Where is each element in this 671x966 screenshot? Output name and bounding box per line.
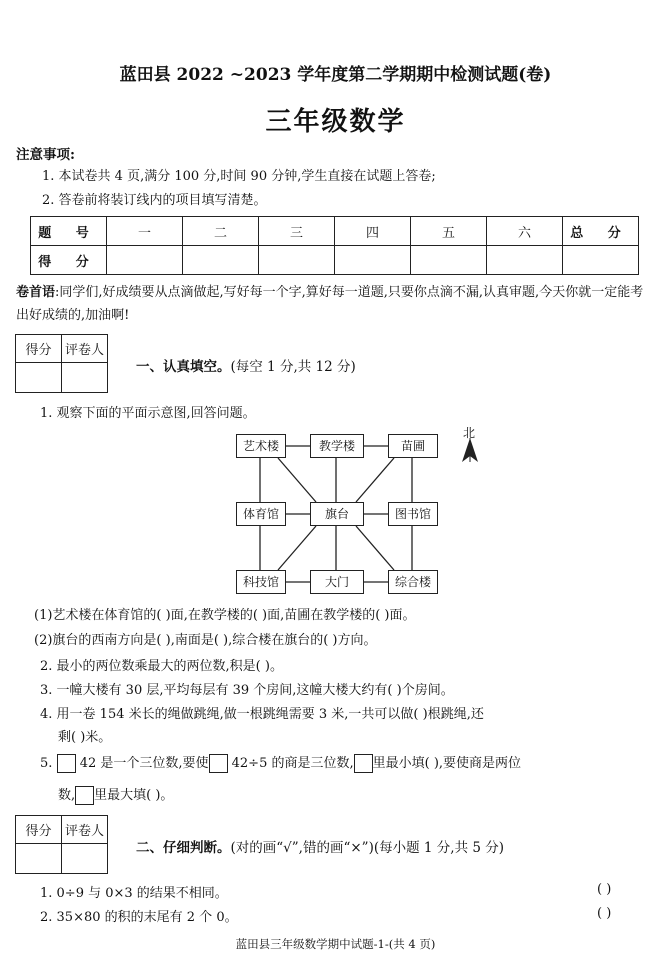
q4-line2: 剩( )米。: [58, 730, 112, 745]
intro-text: :同学们,好成绩要从点滴做起,写好每一个字,算好每一道题,只要你点滴不漏,认真审题,今天你就一定能考出好成绩的,加油啊!: [16, 285, 644, 323]
judge-answer-2[interactable]: ( ): [597, 906, 612, 921]
map-node-art-building: 艺术楼: [236, 434, 286, 458]
judge-q2: 2. 35×80 的积的末尾有 2 个 0。: [40, 910, 238, 925]
grader-name-label: 评卷人: [62, 816, 108, 844]
grader-score-label: 得分: [16, 816, 62, 844]
q5-text-2: 42÷5 的商是三位数,: [231, 756, 354, 771]
note-item-1: 1. 本试卷共 4 页,满分 100 分,时间 90 分钟,学生直接在试题上答卷;: [42, 169, 436, 184]
map-node-nursery: 苗圃: [388, 434, 438, 458]
map-node-complex-building: 综合楼: [388, 570, 438, 594]
score-table-cell: 五: [411, 217, 487, 246]
section1-note: (每空 1 分,共 12 分): [230, 359, 356, 375]
grader-score-label: 得分: [16, 335, 62, 363]
q3: 3. 一幢大楼有 30 层,平均每层有 39 个房间,这幢大楼大约有( )个房间。: [40, 683, 454, 698]
grader-score-cell[interactable]: [16, 844, 62, 874]
score-table-cell: 题 号: [31, 217, 107, 246]
q5-number: 5.: [40, 756, 53, 771]
judge-q1: 1. 0÷9 与 0×3 的结果不相同。: [40, 886, 228, 901]
q2: 2. 最小的两位数乘最大的两位数,积是( )。: [40, 659, 283, 674]
score-table-cell: 一: [107, 217, 183, 246]
digit-box[interactable]: [209, 754, 228, 773]
score-table-cell: 六: [487, 217, 563, 246]
map-node-gate: 大门: [310, 570, 364, 594]
q5-line1: [40, 752, 521, 773]
q1-part-a: (1)艺术楼在体育馆的( )面,在教学楼的( )面,苗圃在教学楼的( )面。: [34, 608, 416, 623]
exam-subtitle: 三年级数学: [265, 107, 406, 137]
q5-text-1: 42 是一个三位数,要使: [79, 756, 209, 771]
map-node-teaching-building: 教学楼: [310, 434, 364, 458]
exam-title: 蓝田县 2022 ~2023 学年度第二学期期中检测试题(卷): [119, 65, 552, 85]
q5-text-4: 数,: [58, 788, 76, 803]
score-table-cell: 得 分: [31, 246, 107, 275]
section2-heading: [136, 836, 504, 856]
digit-box[interactable]: [354, 754, 373, 773]
q5-line2: [58, 784, 173, 805]
q1-part-b: (2)旗台的西南方向是( ),南面是( ),综合楼在旗台的( )方向。: [34, 633, 377, 648]
intro-label: 卷首语: [16, 285, 56, 300]
score-table-cell: 二: [183, 217, 259, 246]
judge-answer-1[interactable]: ( ): [597, 882, 612, 897]
score-table-cell: 三: [259, 217, 335, 246]
q5-text-5: 里最大填( )。: [94, 788, 174, 803]
q1-stem: 1. 观察下面的平面示意图,回答问题。: [40, 406, 256, 421]
section2-title: 二、仔细判断。: [136, 840, 231, 856]
grader-box-2: [15, 815, 108, 874]
digit-box[interactable]: [75, 786, 94, 805]
note-item-2: 2. 答卷前将装订线内的项目填写清楚。: [42, 193, 267, 208]
map-node-flag-platform: 旗台: [310, 502, 364, 526]
grader-name-label: 评卷人: [62, 335, 108, 363]
section2-note: (对的画“√”,错的画“×”)(每小题 1 分,共 5 分): [230, 840, 505, 856]
score-table-cell: 总 分: [563, 217, 639, 246]
section1-title: 一、认真填空。: [136, 359, 231, 375]
grader-name-cell[interactable]: [62, 844, 108, 874]
north-label: 北: [463, 426, 476, 440]
map-node-tech-building: 科技馆: [236, 570, 286, 594]
page-footer: 蓝田县三年级数学期中试题-1-(共 4 页): [235, 937, 436, 951]
digit-box[interactable]: [57, 754, 76, 773]
q4-line1: 4. 用一卷 154 米长的绳做跳绳,做一根跳绳需要 3 米,一共可以做( )根跳绳,还: [40, 707, 484, 722]
q5-text-3: 里最小填( ),要使商是两位: [372, 756, 522, 771]
score-table-cell: 四: [335, 217, 411, 246]
map-node-library: 图书馆: [388, 502, 438, 526]
notes-heading: 注意事项:: [16, 147, 75, 163]
map-node-gym: 体育馆: [236, 502, 286, 526]
